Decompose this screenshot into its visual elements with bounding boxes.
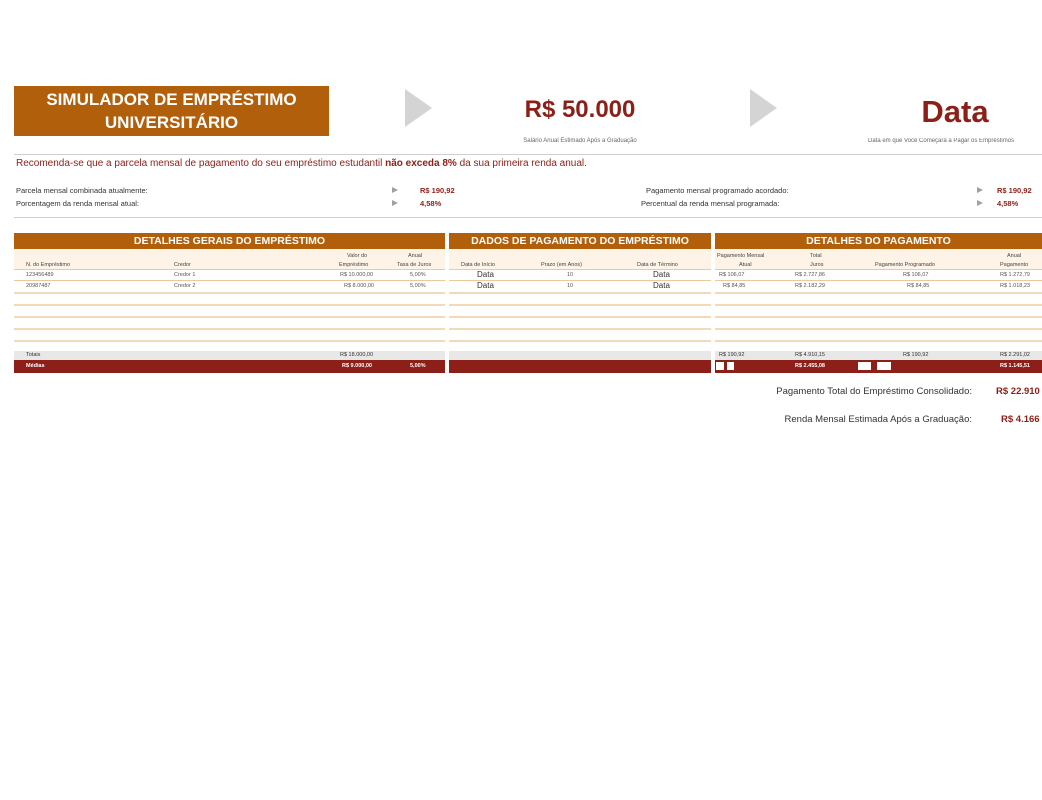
cell-programmed[interactable]: R$ 84,85	[907, 283, 930, 289]
col-annual-l2: Pagamento	[1000, 262, 1029, 268]
chevron-right-icon	[405, 89, 432, 127]
totals-label: Totais	[26, 352, 41, 358]
start-date-value[interactable]: Data	[921, 94, 989, 129]
average-interest: R$ 2.455,08	[795, 363, 825, 369]
col-value-l2: Empréstimo	[339, 262, 369, 268]
cell-loan-no[interactable]: 123456489	[26, 272, 54, 278]
col-term: Prazo (em Anos)	[541, 262, 582, 268]
cell-start-date[interactable]: Data	[477, 281, 494, 290]
estimated-income-label: Renda Mensal Estimada Após a Graduação:	[784, 414, 972, 425]
empty-rows	[715, 291, 1042, 351]
loan-details-title: DETALHES GERAIS DO EMPRÉSTIMO	[14, 233, 445, 249]
payment-data-header-row	[449, 249, 711, 269]
cell-loan-no[interactable]: 20987487	[26, 283, 51, 289]
col-end-date: Data de Término	[637, 262, 678, 268]
payment-details-header-row	[715, 249, 1042, 269]
loan-details-table	[14, 233, 445, 369]
totals-annual: R$ 2.291,02	[1000, 352, 1030, 358]
cell-term[interactable]: 10	[567, 283, 574, 289]
recommendation-suffix: da sua primeira renda anual.	[456, 158, 587, 169]
cell-programmed[interactable]: R$ 106,07	[903, 272, 929, 278]
cell-lender[interactable]: Credor 1	[174, 272, 196, 278]
current-income-pct-value: 4,58%	[420, 199, 442, 208]
average-row	[14, 360, 445, 373]
cell-annual[interactable]: R$ 1.272,79	[1000, 272, 1030, 278]
col-annual-l1: Anual	[1007, 253, 1022, 259]
col-rate-l1: Anual	[408, 253, 423, 259]
payment-details-title: DETALHES DO PAGAMENTO	[715, 233, 1042, 249]
totals-interest: R$ 4.910,15	[795, 352, 825, 358]
total-consolidated-label: Pagamento Total do Empréstimo Consolidado:	[776, 386, 972, 397]
cell-rate[interactable]: 5,00%	[410, 283, 426, 289]
cell-annual[interactable]: R$ 1.018,23	[1000, 283, 1030, 289]
blank-cell	[877, 362, 891, 370]
average-row	[449, 360, 711, 373]
average-rate: 5,00%	[410, 363, 426, 369]
blank-cell	[727, 362, 734, 370]
empty-rows	[14, 291, 445, 351]
payment-data-table	[449, 233, 711, 366]
average-label: Médias	[26, 363, 45, 369]
table-row[interactable]	[715, 281, 1042, 291]
blank-cell	[716, 362, 724, 370]
programmed-income-pct-value: 4,58%	[997, 199, 1019, 208]
col-rate-l2: Taxa de Juros	[397, 262, 432, 268]
start-date-caption: Data em que Você Começará a Pagar os Empréstimos	[868, 138, 1015, 144]
cell-interest[interactable]: R$ 2.727,86	[795, 272, 825, 278]
recommendation-bold: não exceda 8%	[385, 158, 457, 169]
cell-value[interactable]: R$ 8.000,00	[344, 283, 374, 289]
recommendation-text	[16, 158, 587, 169]
salary-caption: Salário Anual Estimado Após a Graduação	[523, 138, 637, 144]
header-divider	[14, 154, 1042, 155]
col-programmed: Pagamento Programado	[875, 262, 935, 268]
col-monthly-l1: Pagamento Mensal	[717, 253, 765, 259]
page-title	[14, 86, 329, 136]
current-payment-value: R$ 190,92	[420, 186, 455, 195]
totals-programmed: R$ 190,92	[903, 352, 929, 358]
cell-monthly[interactable]: R$ 84,85	[723, 283, 746, 289]
cell-lender[interactable]: Credor 2	[174, 283, 196, 289]
payment-data-title: DADOS DE PAGAMENTO DO EMPRÉSTIMO	[449, 233, 711, 249]
table-row[interactable]	[449, 281, 711, 291]
average-row	[715, 360, 1042, 373]
totals-monthly: R$ 190,92	[719, 352, 745, 358]
loan-details-header-row	[14, 249, 445, 269]
col-loan-no: N. do Empréstimo	[26, 262, 71, 268]
table-row[interactable]	[449, 270, 711, 280]
title-line-2: UNIVERSITÁRIO	[104, 113, 239, 132]
title-line-1: SIMULADOR DE EMPRÉSTIMO	[46, 90, 297, 109]
estimated-income-value: R$ 4.166	[1001, 414, 1040, 425]
average-value: R$ 9.000,00	[342, 363, 372, 369]
col-start-date: Data de Início	[461, 262, 495, 268]
arrow-right-icon	[392, 200, 398, 206]
recommendation-prefix: Recomenda-se que a parcela mensal de pagamento do seu empréstimo estudantil	[16, 158, 386, 169]
summary-divider	[14, 217, 1042, 218]
totals-row	[449, 351, 711, 360]
cell-monthly[interactable]: R$ 106,07	[719, 272, 745, 278]
current-payment-label: Parcela mensal combinada atualmente:	[16, 186, 148, 195]
cell-start-date[interactable]: Data	[477, 270, 494, 279]
col-total-l2: Juros	[810, 262, 824, 268]
empty-rows	[449, 291, 711, 351]
average-annual: R$ 1.145,51	[1000, 363, 1030, 369]
cell-term[interactable]: 10	[567, 272, 574, 278]
programmed-payment-value: R$ 190,92	[997, 186, 1032, 195]
col-lender: Credor	[174, 262, 191, 268]
cell-value[interactable]: R$ 10.000,00	[340, 272, 374, 278]
salary-value[interactable]: R$ 50.000	[524, 96, 636, 123]
total-consolidated-value: R$ 22.910	[996, 386, 1040, 397]
totals-value: R$ 18.000,00	[340, 352, 374, 358]
arrow-right-icon	[977, 187, 983, 193]
programmed-income-pct-label: Percentual da renda mensal programada:	[641, 199, 780, 208]
totals-row	[715, 351, 1042, 360]
table-row[interactable]	[14, 270, 445, 280]
cell-end-date[interactable]: Data	[653, 270, 670, 279]
payment-details-table	[715, 233, 1042, 369]
totals-row	[14, 351, 445, 360]
col-value-l1: Valor do	[347, 253, 368, 259]
table-row[interactable]	[14, 281, 445, 291]
current-income-pct-label: Porcentagem da renda mensal atual:	[16, 199, 139, 208]
programmed-payment-label: Pagamento mensal programado acordado:	[646, 186, 789, 195]
chevron-right-icon	[750, 89, 777, 127]
arrow-right-icon	[977, 200, 983, 206]
col-monthly-l2: Atual	[739, 262, 752, 268]
blank-cell	[858, 362, 871, 370]
cell-rate[interactable]: 5,00%	[410, 272, 426, 278]
cell-interest[interactable]: R$ 2.182,29	[795, 283, 825, 289]
table-row[interactable]	[715, 270, 1042, 280]
arrow-right-icon	[392, 187, 398, 193]
cell-end-date[interactable]: Data	[653, 281, 670, 290]
col-total-l1: Total	[810, 253, 822, 259]
